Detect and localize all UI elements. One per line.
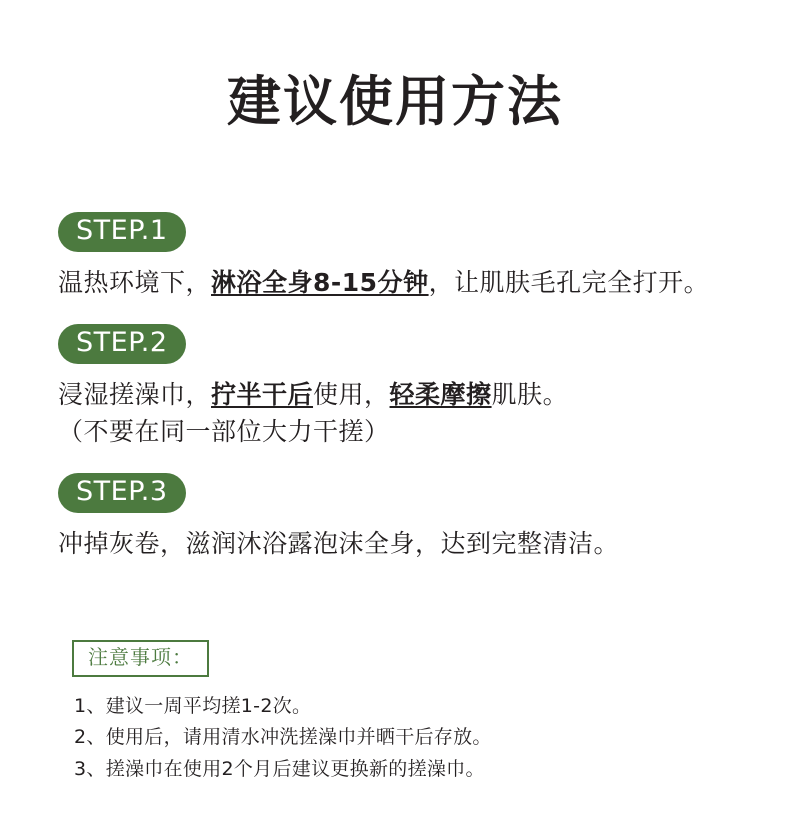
notice-header: 注意事项： xyxy=(72,640,209,677)
step-2-part-1: 浸湿搓澡巾， xyxy=(58,379,212,409)
step-block-2 xyxy=(58,324,758,451)
notice-list xyxy=(72,691,732,785)
notice-list-item: 2、使用后，请用清水冲洗搓澡巾并晒干后存放。 xyxy=(74,726,492,749)
step-2-part-3: 使用， xyxy=(313,379,390,409)
step-text-1 xyxy=(58,264,758,302)
step-badge-1: STEP.1 xyxy=(58,212,186,252)
step-block-3 xyxy=(58,473,758,563)
step-note-2: （不要在同一部位大力干搓） xyxy=(58,417,390,447)
step-3-part-1: 冲掉灰卷，滋润沐浴露泡沫全身，达到完整清洁。 xyxy=(58,528,620,558)
step-1-part-3: ，让肌肤毛孔完全打开。 xyxy=(428,268,710,298)
step-1-part-1: 温热环境下， xyxy=(58,268,212,298)
step-badge-3: STEP.3 xyxy=(58,473,186,513)
step-2-part-5: 肌肤。 xyxy=(491,379,569,409)
steps-section xyxy=(58,212,758,562)
step-2-part-4-emphasis: 轻柔摩擦 xyxy=(389,379,492,409)
step-1-part-2-emphasis: 淋浴全身8-15分钟 xyxy=(211,268,429,298)
page-title: 建议使用方法 xyxy=(227,69,563,133)
notice-list-item: 1、建议一周平均搓1-2次。 xyxy=(74,695,312,717)
notice-list-item: 3、搓澡巾在使用2个月后建议更换新的搓澡巾。 xyxy=(74,757,485,780)
step-text-2 xyxy=(58,376,758,414)
step-text-3 xyxy=(58,525,758,563)
notice-section xyxy=(72,640,732,785)
step-badge-2: STEP.2 xyxy=(58,324,186,364)
step-2-part-2-emphasis: 拧半干后 xyxy=(211,379,314,409)
step-block-1 xyxy=(58,212,758,302)
